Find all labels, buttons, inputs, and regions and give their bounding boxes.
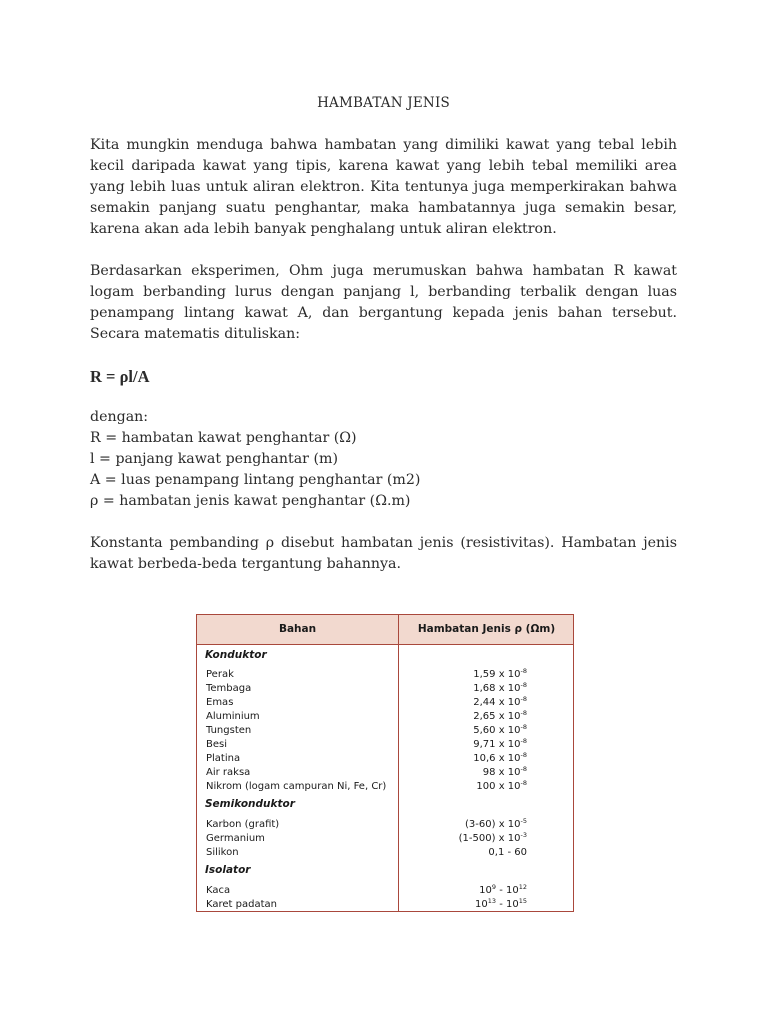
definition-item: l = panjang kawat penghantar (m) (90, 451, 338, 467)
table-cell-bahan: Tungsten (206, 725, 252, 736)
table-cell-value: 1,68 x $10^{-8}$ (473, 681, 527, 694)
table-cell-value: (1-500) x $10^{-3}$ (458, 831, 527, 844)
table-cell-bahan: Karet padatan (206, 899, 277, 910)
table-category: Konduktor (205, 649, 267, 661)
formula: R = ρl/A (90, 367, 150, 386)
table-cell-bahan: Kaca (206, 885, 231, 896)
definition-item: ρ = hambatan jenis kawat penghantar (Ω.m) (90, 493, 411, 509)
table-cell-value: 10,6 x $10^{-8}$ (473, 751, 527, 764)
table-cell-value: $10^{13} - 10^{15}$ (475, 897, 527, 910)
table-cell-bahan: Air raksa (206, 767, 251, 778)
resistivity-table (196, 614, 574, 912)
table-cell-value: 2,44 x $10^{-8}$ (473, 695, 527, 708)
page-title: HAMBATAN JENIS (317, 95, 450, 111)
table-cell-value: 5,60 x $10^{-8}$ (473, 723, 527, 736)
definition-item: A = luas penampang lintang penghantar (m2) (90, 472, 421, 488)
table-cell-bahan: Karbon (grafit) (206, 819, 280, 830)
table-cell-bahan: Nikrom (logam campuran Ni, Fe, Cr) (206, 781, 387, 792)
table-cell-bahan: Perak (206, 669, 234, 680)
table-cell-value: 9,71 x $10^{-8}$ (473, 737, 527, 750)
table-cell-bahan: Emas (206, 697, 234, 708)
table-category: Semikonduktor (205, 798, 295, 810)
table-cell-value: 0,1 - 60 (488, 847, 527, 858)
table-cell-bahan: Aluminium (206, 711, 260, 722)
paragraph-1: Kita mungkin menduga bahwa hambatan yang dimiliki kawat yang tebal lebih kecil daripada kawat yang tipis, karena kawat yang lebih tebal memiliki area yang lebih luas untuk aliran elektron. Kita tentunya juga memperkirakan bahwa semakin panjang suatu penghantar, maka hambatannya juga semakin besar, karena akan ada lebih banyak penghalang untuk aliran elektron. (90, 137, 677, 237)
paragraph-2: Berdasarkan eksperimen, Ohm juga merumuskan bahwa hambatan R kawat logam berbanding lurus dengan panjang l, berbanding terbalik dengan luas penampang lintang kawat A, dan bergantung kepada jenis bahan tersebut. Secara matematis dituliskan: (90, 263, 677, 342)
table-cell-bahan: Tembaga (206, 683, 252, 694)
table-cell-bahan: Platina (206, 753, 241, 764)
table-cell-bahan: Silikon (206, 847, 239, 858)
table-cell-value: (3-60) x $10^{-5}$ (465, 817, 527, 830)
table-cell-value: 98 x $10^{-8}$ (482, 765, 527, 778)
table-cell-value: 100 x $10^{-8}$ (476, 779, 527, 792)
definitions-intro: dengan: (90, 409, 149, 425)
header-bahan: Bahan (278, 623, 317, 635)
definition-item: R = hambatan kawat penghantar (Ω) (90, 430, 357, 446)
header-hambatan-jenis: Hambatan Jenis ρ (Ωm) (417, 623, 556, 635)
definitions-list (90, 407, 677, 512)
table-cell-bahan: Germanium (206, 833, 265, 844)
table-cell-value: 2,65 x $10^{-8}$ (473, 709, 527, 722)
table-cell-bahan: Besi (206, 739, 228, 750)
table-cell-value: 1,59 x $10^{-8}$ (473, 667, 527, 680)
table-category: Isolator (205, 864, 251, 876)
paragraph-3: Konstanta pembanding ρ disebut hambatan jenis (resistivitas). Hambatan jenis kawat berbeda-beda tergantung bahannya. (90, 535, 677, 572)
table-cell-value: $10^9 - 10^{12}$ (479, 883, 527, 896)
